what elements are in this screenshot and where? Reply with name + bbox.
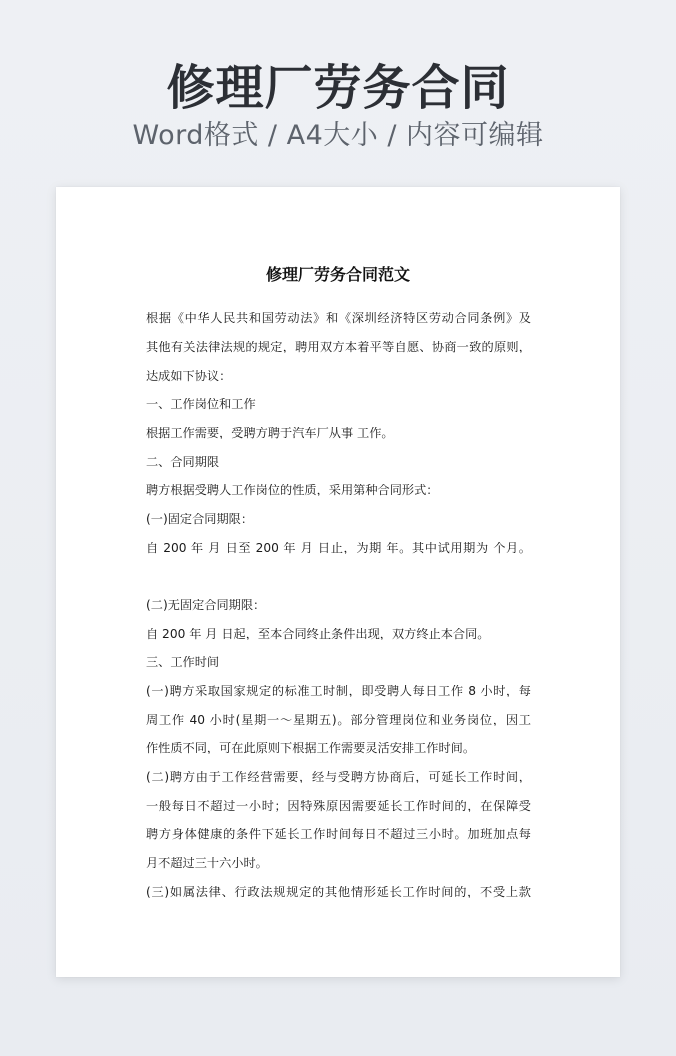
document-line: 达成如下协议： xyxy=(146,370,232,383)
document-page xyxy=(56,187,620,977)
document-line: 聘方根据受聘人工作岗位的性质，采用第种合同形式： xyxy=(146,484,439,497)
document-line: 自 200 年 月 日至 200 年 月 日止，为期 年。其中试用期为 个月。 xyxy=(146,542,531,555)
document-title: 修理厂劳务合同范文 xyxy=(265,265,410,284)
document-line: 根据《中华人民共和国劳动法》和《深圳经济特区劳动合同条例》及 xyxy=(146,312,531,325)
document-line: 聘方身体健康的条件下延长工作时间每日不超过三小时。加班加点每 xyxy=(146,828,531,841)
section-heading: 三、工作时间 xyxy=(146,656,220,669)
document-line: 根据工作需要，受聘方聘于汽车厂从事 工作。 xyxy=(146,427,394,440)
section-heading: 一、工作岗位和工作 xyxy=(146,398,256,411)
document-line: 自 200 年 月 日起，至本合同终止条件出现，双方终止本合同。 xyxy=(146,628,490,641)
document-line: (一)固定合同期限： xyxy=(146,513,254,526)
section-heading: 二、合同期限 xyxy=(146,456,220,469)
document-line: 周工作 40 小时(星期一～星期五)。部分管理岗位和业务岗位，因工 xyxy=(146,714,531,727)
banner-title: 修理厂劳务合同 xyxy=(166,60,510,116)
document-line: (二)聘方由于工作经营需要，经与受聘方协商后，可延长工作时间， xyxy=(146,771,531,784)
document-line: 作性质不同，可在此原则下根据工作需要灵活安排工作时间。 xyxy=(146,742,476,755)
document-line: 其他有关法律法规的规定，聘用双方本着平等自愿、协商一致的原则， xyxy=(146,341,531,354)
document-line: (二)无固定合同期限： xyxy=(146,599,266,612)
document-line: (一)聘方采取国家规定的标准工时制，即受聘人每日工作 8 小时，每 xyxy=(146,685,531,698)
banner xyxy=(0,0,676,186)
document-line: 月不超过三十六小时。 xyxy=(146,857,268,870)
document-line: (三)如属法律、行政法规规定的其他情形延长工作时间的，不受上款 xyxy=(146,886,531,899)
document-line: 一般每日不超过一小时；因特殊原因需要延长工作时间的，在保障受 xyxy=(146,800,531,813)
banner-subtitle: Word格式 / A4大小 / 内容可编辑 xyxy=(132,120,544,151)
